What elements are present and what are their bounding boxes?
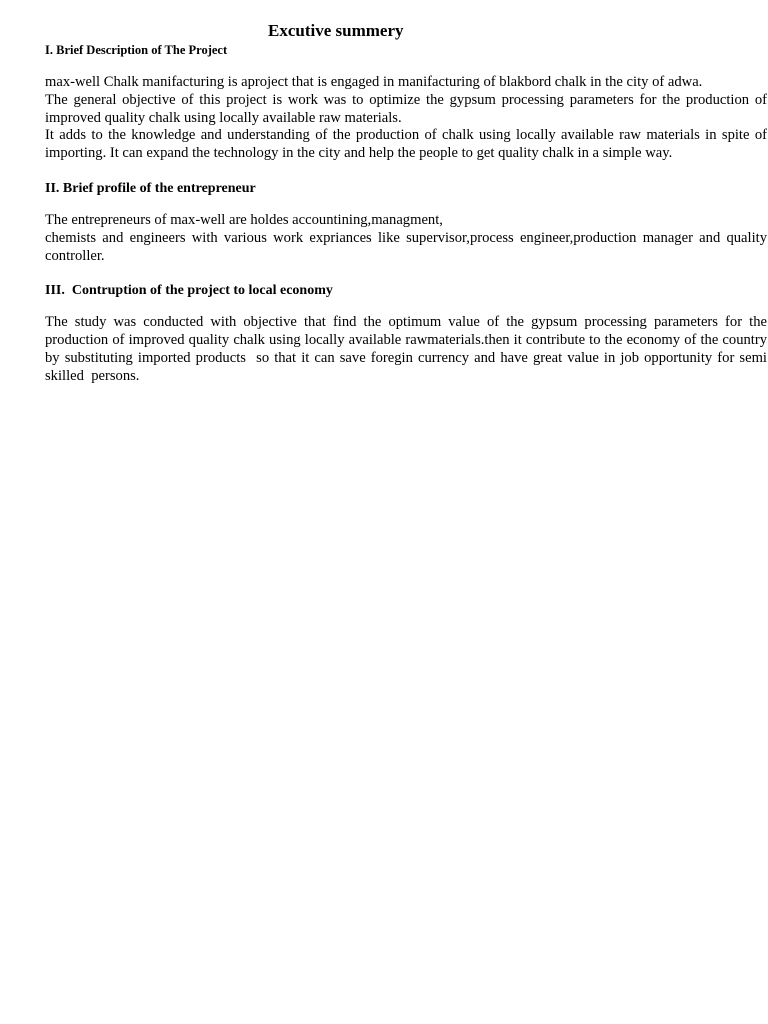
document-page: [45, 20, 767, 386]
paragraph-project-knowledge: It adds to the knowledge and understanding of the production of chalk using locally available raw materials in spite of importing. It can expand the technology in the city and help the people to get quality chalk in a simple way.: [45, 127, 767, 162]
spacer: [45, 163, 767, 180]
paragraph-entrepreneur-experience: chemists and engineers with various work expriances like supervisor,process engineer,production manager and quality controller.: [45, 229, 767, 264]
section-heading-local-economy: III. Contruption of the project to local economy: [45, 283, 333, 299]
spacer: [45, 198, 767, 212]
section-heading-entrepreneur-profile: II. Brief profile of the entrepreneur: [45, 180, 256, 196]
paragraph-entrepreneur-background: The entrepreneurs of max-well are holdes accountining,managment,: [45, 211, 443, 228]
spacer: [45, 300, 767, 314]
section-heading-project-description: I. Brief Description of The Project: [45, 43, 228, 57]
spacer: [45, 58, 767, 74]
paragraph-project-intro: max-well Chalk manifacturing is aproject that is engaged in manifacturing of blakbord chalk in the city of adwa.: [45, 74, 703, 90]
paragraph-project-objective: The general objective of this project is work was to optimize the gypsum processing parameters for the production of improved quality chalk using locally available raw materials.: [45, 91, 767, 126]
paragraph-local-economy: The study was conducted with objective that find the optimum value of the gypsum processing parameters for the production of improved quality chalk using locally available rawmaterials.then it contribute to the economy of the country by substituting imported products so that it can save foregin currency and have great value in job opportunity for semi skilled persons.: [45, 314, 767, 384]
document-title: Excutive summery: [268, 21, 404, 40]
spacer: [45, 265, 767, 282]
